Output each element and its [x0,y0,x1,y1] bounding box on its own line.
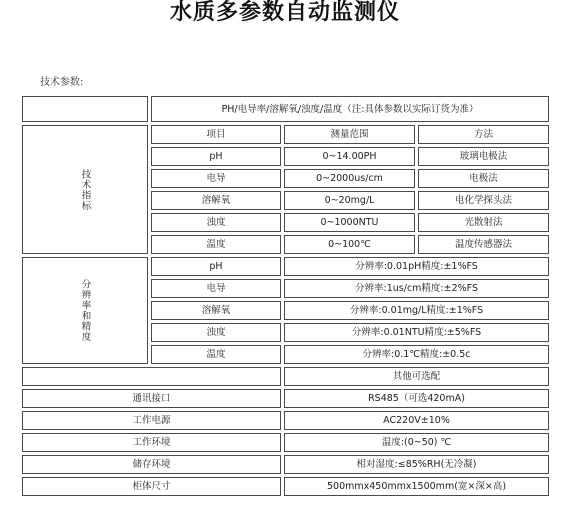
misc-value: RS485（可选420mA) [284,389,549,408]
resolution-cell: 分辨率:0.01mg/L精度:±1%FS [284,301,549,320]
optional-cell: 其他可选配 [284,367,549,386]
misc-label: 通讯接口 [22,389,281,408]
method-cell: 电化学探头法 [418,191,549,210]
misc-label: 工作环境 [22,433,281,452]
range-cell: 0~2000us/cm [284,169,415,188]
table-row [22,389,549,408]
item-cell: 浊度 [151,323,281,342]
item-cell: 溶解氧 [151,191,281,210]
header-note: PH/电导率/溶解氧/浊度/温度（注:具体参数以实际订货为准） [151,96,549,122]
misc-value: 相对湿度:≤85%RH(无冷凝) [284,455,549,474]
table-row [22,433,549,452]
group-label-resolution: 分辨率和精度 [22,257,148,364]
misc-label: 柜体尺寸 [22,477,281,496]
item-cell: 电导 [151,169,281,188]
blank-cell [22,96,148,122]
item-cell: 溶解氧 [151,301,281,320]
method-cell: 光散射法 [418,213,549,232]
range-cell: 0~14.00PH [284,147,415,166]
table-row [22,367,549,386]
column-header-method: 方法 [418,125,549,144]
blank-cell [22,367,281,386]
item-cell: 电导 [151,279,281,298]
column-header-item: 项目 [151,125,281,144]
misc-label: 工作电源 [22,411,281,430]
range-cell: 0~20mg/L [284,191,415,210]
method-cell: 温度传感器法 [418,235,549,254]
table-row [22,411,549,430]
method-cell: 玻璃电极法 [418,147,549,166]
item-cell: 温度 [151,235,281,254]
page-title: 水质多参数自动监测仪 [169,0,400,25]
misc-value: 温度:(0~50) ℃ [284,433,549,452]
item-cell: 温度 [151,345,281,364]
column-header-range: 测量范围 [284,125,415,144]
table-row [22,455,549,474]
table-row [22,477,549,496]
table-row [22,96,549,122]
misc-value: 500mmx450mmx1500mm(宽×深×高) [284,477,549,496]
resolution-cell: 分辨率:1us/cm精度:±2%FS [284,279,549,298]
resolution-cell: 分辨率:0.01pH精度:±1%FS [284,257,549,276]
table-row [22,125,549,144]
range-cell: 0~1000NTU [284,213,415,232]
resolution-cell: 分辨率:0.1℃精度:±0.5c [284,345,549,364]
spec-table [19,93,552,499]
group-label-technical: 技术指标 [22,125,148,254]
table-row [22,257,549,276]
misc-label: 储存环境 [22,455,281,474]
resolution-cell: 分辨率:0.01NTU精度:±5%FS [284,323,549,342]
misc-value: AC220V±10% [284,411,549,430]
item-cell: pH [151,147,281,166]
range-cell: 0~100℃ [284,235,415,254]
section-caption: 技术参数: [40,77,84,88]
method-cell: 电极法 [418,169,549,188]
item-cell: 浊度 [151,213,281,232]
item-cell: pH [151,257,281,276]
